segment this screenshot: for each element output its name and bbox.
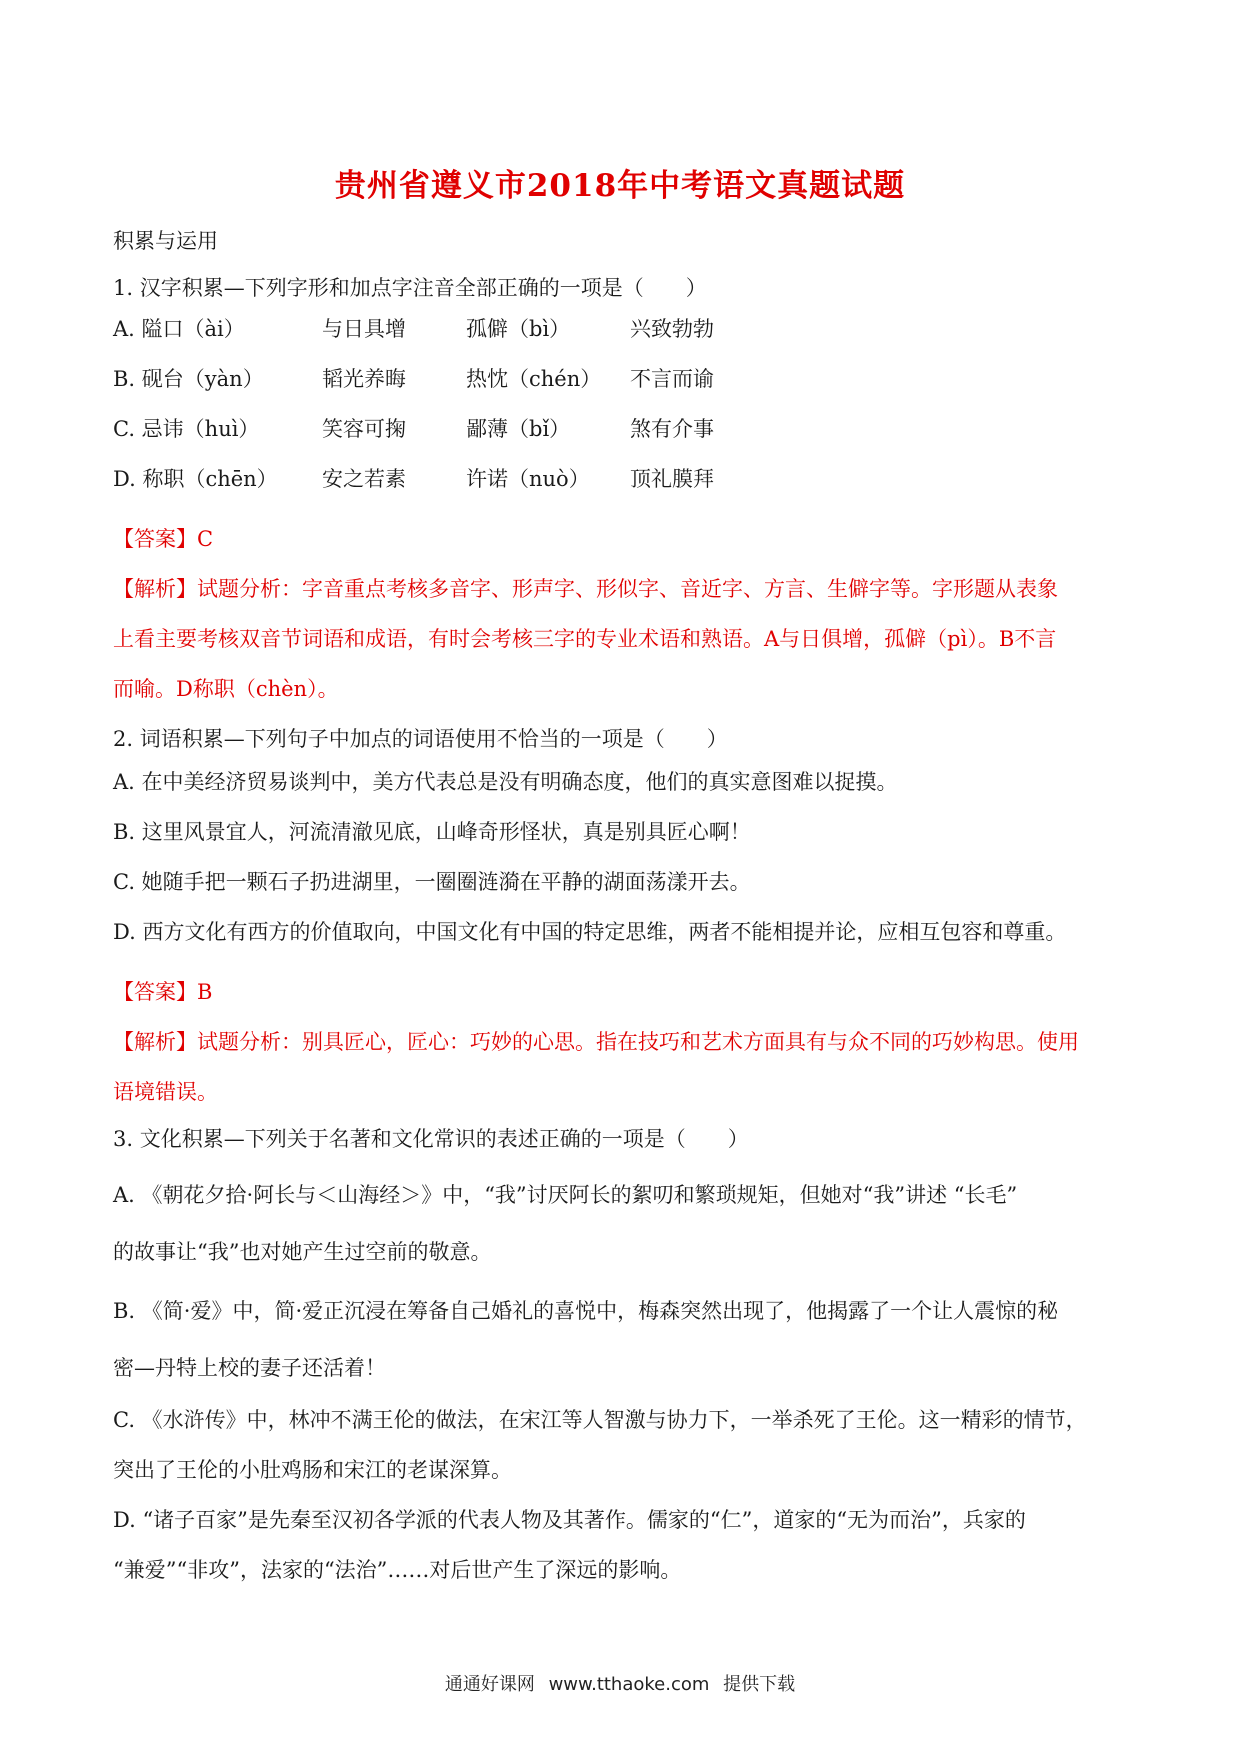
q1-c-col2: 笑容可掬 [322, 417, 406, 441]
q1-a-col3: 孤僻（bì） [466, 317, 571, 341]
q3-option-d-line1: D. “诸子百家”是先秦至汉初各学派的代表人物及其著作。儒家的“仁”，道家的“无为而治”，兵家的 [113, 1508, 1026, 1532]
q1-b-col3: 热忱（chén） [466, 367, 602, 391]
q1-analysis-line2: 上看主要考核双音节词语和成语，有时会考核三字的专业术语和熟语。A与日俱增，孤僻（pì）。B不言 [113, 627, 1057, 651]
q2-answer: 【答案】B [113, 980, 213, 1004]
q3-option-a-line2: 的故事让“我”也对她产生过空前的敬意。 [113, 1240, 492, 1264]
q1-d-col4: 顶礼膜拜 [630, 467, 714, 491]
q1-c-col1: C. 忌讳（huì） [113, 417, 260, 441]
q1-a-col2: 与日具增 [322, 317, 406, 341]
q2-option-c: C. 她随手把一颗石子扔进湖里，一圈圈涟漪在平静的湖面荡漾开去。 [113, 870, 751, 894]
q2-option-b: B. 这里风景宜人，河流清澈见底，山峰奇形怪状，真是别具匠心啊！ [113, 820, 751, 844]
q2-option-d: D. 西方文化有西方的价值取向，中国文化有中国的特定思维，两者不能相提并论，应相互包容和尊重。 [113, 920, 1067, 944]
q2-analysis-line1: 【解析】试题分析：别具匠心，匠心：巧妙的心思。指在技巧和艺术方面具有与众不同的巧妙构思。使用 [113, 1030, 1079, 1054]
q1-c-col3: 鄙薄（bǐ） [466, 417, 571, 441]
q3-option-c-line2: 突出了王伦的小肚鸡肠和宋江的老谋深算。 [113, 1458, 512, 1482]
q1-b-col1: B. 砚台（yàn） [113, 367, 264, 391]
q3-option-b-line1: B. 《简·爱》中，简·爱正沉浸在筹备自己婚礼的喜悦中，梅森突然出现了，他揭露了一个让人震惊的秘 [113, 1299, 1059, 1323]
q3-option-b-line2: 密—丹特上校的妻子还活着！ [113, 1356, 386, 1380]
q3-option-a-line1: A. 《朝花夕拾·阿长与＜山海经＞》中，“我”讨厌阿长的絮叨和繁琐规矩，但她对“我”讲述 “长毛” [113, 1183, 1018, 1207]
q1-d-col2: 安之若素 [322, 467, 406, 491]
q1-analysis-line3: 而喻。D称职（chèn）。 [113, 677, 339, 701]
q1-analysis-line1: 【解析】试题分析：字音重点考核多音字、形声字、形似字、音近字、方言、生僻字等。字形题从表象 [113, 577, 1058, 601]
q1-stem: 1. 汉字积累—下列字形和加点字注音全部正确的一项是（ ） [113, 276, 707, 300]
q1-d-col1: D. 称职（chēn） [113, 467, 278, 491]
q2-option-a: A. 在中美经济贸易谈判中，美方代表总是没有明确态度，他们的真实意图难以捉摸。 [113, 770, 898, 794]
q1-a-col4: 兴致勃勃 [630, 317, 714, 341]
q2-stem: 2. 词语积累—下列句子中加点的词语使用不恰当的一项是（ ） [113, 727, 728, 751]
footer-note: 提供下载 [723, 1674, 796, 1695]
q1-answer: 【答案】C [113, 527, 214, 551]
q1-d-col3: 许诺（nuò） [466, 467, 590, 491]
q3-option-c-line1: C. 《水浒传》中，林冲不满王伦的做法，在宋江等人智激与协力下，一举杀死了王伦。这一精彩的情节， [113, 1408, 1087, 1432]
footer-site-name: 通通好课网 [444, 1674, 535, 1695]
q3-stem: 3. 文化积累—下列关于名著和文化常识的表述正确的一项是（ ） [113, 1127, 749, 1151]
section-heading: 积累与运用 [113, 229, 218, 253]
q1-b-col2: 韬光养晦 [322, 367, 406, 391]
page-footer [0, 1670, 1240, 1696]
q1-b-col4: 不言而谕 [630, 367, 714, 391]
q2-analysis-line2: 语境错误。 [113, 1080, 218, 1104]
q1-a-col1: A. 隘口（ài） [113, 317, 245, 341]
footer-url[interactable]: www.tthaoke.com [548, 1674, 710, 1695]
q3-option-d-line2: “兼爱”“非攻”，法家的“法治”……对后世产生了深远的影响。 [113, 1558, 682, 1582]
q1-c-col4: 煞有介事 [630, 417, 714, 441]
page-title: 贵州省遵义市2018年中考语文真题试题 [334, 168, 906, 204]
